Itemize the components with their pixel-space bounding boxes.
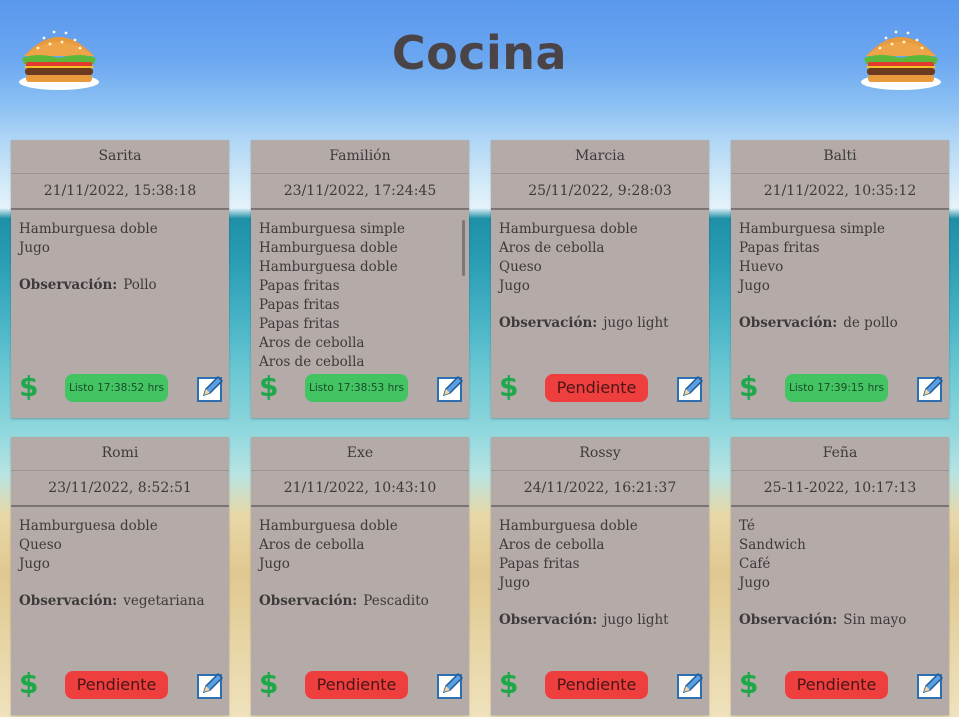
order-card <box>251 437 469 715</box>
scrollbar[interactable] <box>462 220 465 276</box>
status-badge[interactable]: Listo 17:39:15 hrs <box>785 374 888 402</box>
observation-label: Observación: <box>19 593 118 609</box>
observation-label: Observación: <box>739 315 838 331</box>
edit-icon[interactable] <box>197 671 225 699</box>
dollar-icon[interactable]: $ <box>499 667 519 700</box>
order-card <box>251 140 469 418</box>
edit-icon[interactable] <box>917 374 945 402</box>
order-item: Hamburguesa simple <box>259 221 406 237</box>
order-item: Sandwich <box>739 537 806 553</box>
order-customer-name: Balti <box>731 140 949 174</box>
order-item: Té <box>739 518 755 534</box>
order-item: Aros de cebolla <box>499 537 605 553</box>
order-observation <box>739 314 941 333</box>
order-date: 23/11/2022, 8:52:51 <box>11 471 229 507</box>
observation-text: jugo light <box>603 612 669 628</box>
dollar-icon[interactable]: $ <box>19 667 39 700</box>
order-item: Papas fritas <box>739 240 820 256</box>
order-item: Papas fritas <box>259 297 340 313</box>
order-date: 23/11/2022, 17:24:45 <box>251 174 469 210</box>
dollar-icon[interactable]: $ <box>739 667 759 700</box>
order-footer <box>11 360 229 418</box>
order-observation <box>19 276 221 295</box>
burger-logo-icon <box>18 16 100 92</box>
order-card <box>11 140 229 418</box>
order-footer <box>731 360 949 418</box>
order-items-list[interactable] <box>491 507 709 655</box>
observation-label: Observación: <box>19 277 118 293</box>
edit-icon[interactable] <box>677 374 705 402</box>
order-observation <box>499 314 701 333</box>
order-customer-name: Feña <box>731 437 949 471</box>
observation-label: Observación: <box>499 315 598 331</box>
order-item: Jugo <box>739 575 770 591</box>
order-card <box>11 437 229 715</box>
order-item: Jugo <box>499 575 530 591</box>
order-item: Aros de cebolla <box>259 537 365 553</box>
order-item: Aros de cebolla <box>259 354 365 370</box>
order-item: Aros de cebolla <box>259 335 365 351</box>
order-footer <box>491 360 709 418</box>
order-customer-name: Exe <box>251 437 469 471</box>
order-footer <box>731 657 949 715</box>
status-badge[interactable]: Listo 17:38:52 hrs <box>65 374 168 402</box>
status-badge[interactable]: Pendiente <box>545 374 648 402</box>
order-items-list[interactable] <box>491 210 709 358</box>
order-item: Hamburguesa doble <box>499 518 638 534</box>
order-item: Papas fritas <box>259 278 340 294</box>
order-item: Jugo <box>19 556 50 572</box>
order-item: Hamburguesa simple <box>739 221 886 237</box>
order-customer-name: Sarita <box>11 140 229 174</box>
status-badge[interactable]: Pendiente <box>545 671 648 699</box>
order-customer-name: Marcia <box>491 140 709 174</box>
order-observation <box>499 611 701 630</box>
observation-text: vegetariana <box>123 593 205 609</box>
order-item: Hamburguesa doble <box>19 221 158 237</box>
dollar-icon[interactable]: $ <box>499 370 519 403</box>
status-badge[interactable]: Listo 17:38:53 hrs <box>305 374 408 402</box>
edit-icon[interactable] <box>437 671 465 699</box>
status-badge[interactable]: Pendiente <box>785 671 888 699</box>
order-customer-name: Rossy <box>491 437 709 471</box>
order-item: Hamburguesa doble <box>19 518 158 534</box>
order-observation <box>259 592 461 611</box>
order-card <box>491 437 709 715</box>
edit-icon[interactable] <box>197 374 225 402</box>
dollar-icon[interactable]: $ <box>19 370 39 403</box>
order-item: Hamburguesa doble <box>499 221 638 237</box>
order-item: Papas fritas <box>259 316 340 332</box>
order-item: Huevo <box>739 259 784 275</box>
edit-icon[interactable] <box>917 671 945 699</box>
order-observation <box>739 611 941 630</box>
observation-text: Pollo <box>123 277 157 293</box>
edit-icon[interactable] <box>437 374 465 402</box>
order-item: Hamburguesa doble <box>259 259 398 275</box>
order-items-list[interactable] <box>731 210 949 358</box>
order-item: Jugo <box>739 278 770 294</box>
order-item: Queso <box>19 537 62 553</box>
observation-label: Observación: <box>259 593 358 609</box>
order-date: 25-11-2022, 10:17:13 <box>731 471 949 507</box>
dollar-icon[interactable]: $ <box>259 667 279 700</box>
order-items-list[interactable] <box>251 210 469 370</box>
dollar-icon[interactable]: $ <box>259 370 279 403</box>
order-items-list[interactable] <box>251 507 469 655</box>
order-items-list[interactable] <box>11 507 229 655</box>
page-title: Cocina <box>391 26 568 80</box>
observation-label: Observación: <box>739 612 838 628</box>
order-item: Café <box>739 556 771 572</box>
order-card <box>491 140 709 418</box>
observation-text: Pescadito <box>363 593 429 609</box>
order-card <box>731 437 949 715</box>
edit-icon[interactable] <box>677 671 705 699</box>
status-badge[interactable]: Pendiente <box>65 671 168 699</box>
order-item: Queso <box>499 259 542 275</box>
order-date: 21/11/2022, 15:38:18 <box>11 174 229 210</box>
order-date: 25/11/2022, 9:28:03 <box>491 174 709 210</box>
order-footer <box>491 657 709 715</box>
observation-text: de pollo <box>843 315 898 331</box>
observation-label: Observación: <box>499 612 598 628</box>
order-items-list[interactable] <box>11 210 229 358</box>
order-items-list[interactable] <box>731 507 949 655</box>
order-item: Papas fritas <box>499 556 580 572</box>
order-date: 24/11/2022, 16:21:37 <box>491 471 709 507</box>
order-footer <box>251 657 469 715</box>
order-footer <box>11 657 229 715</box>
order-item: Jugo <box>499 278 530 294</box>
order-item: Jugo <box>19 240 50 256</box>
status-badge[interactable]: Pendiente <box>305 671 408 699</box>
burger-logo-icon <box>860 16 942 92</box>
order-observation <box>19 592 221 611</box>
order-item: Hamburguesa doble <box>259 240 398 256</box>
observation-text: Sin mayo <box>843 612 907 628</box>
order-customer-name: Familión <box>251 140 469 174</box>
order-date: 21/11/2022, 10:43:10 <box>251 471 469 507</box>
order-date: 21/11/2022, 10:35:12 <box>731 174 949 210</box>
order-footer <box>251 360 469 418</box>
order-item: Jugo <box>259 556 290 572</box>
order-card <box>731 140 949 418</box>
observation-text: jugo light <box>603 315 669 331</box>
order-item: Hamburguesa doble <box>259 518 398 534</box>
order-item: Aros de cebolla <box>499 240 605 256</box>
order-customer-name: Romi <box>11 437 229 471</box>
dollar-icon[interactable]: $ <box>739 370 759 403</box>
